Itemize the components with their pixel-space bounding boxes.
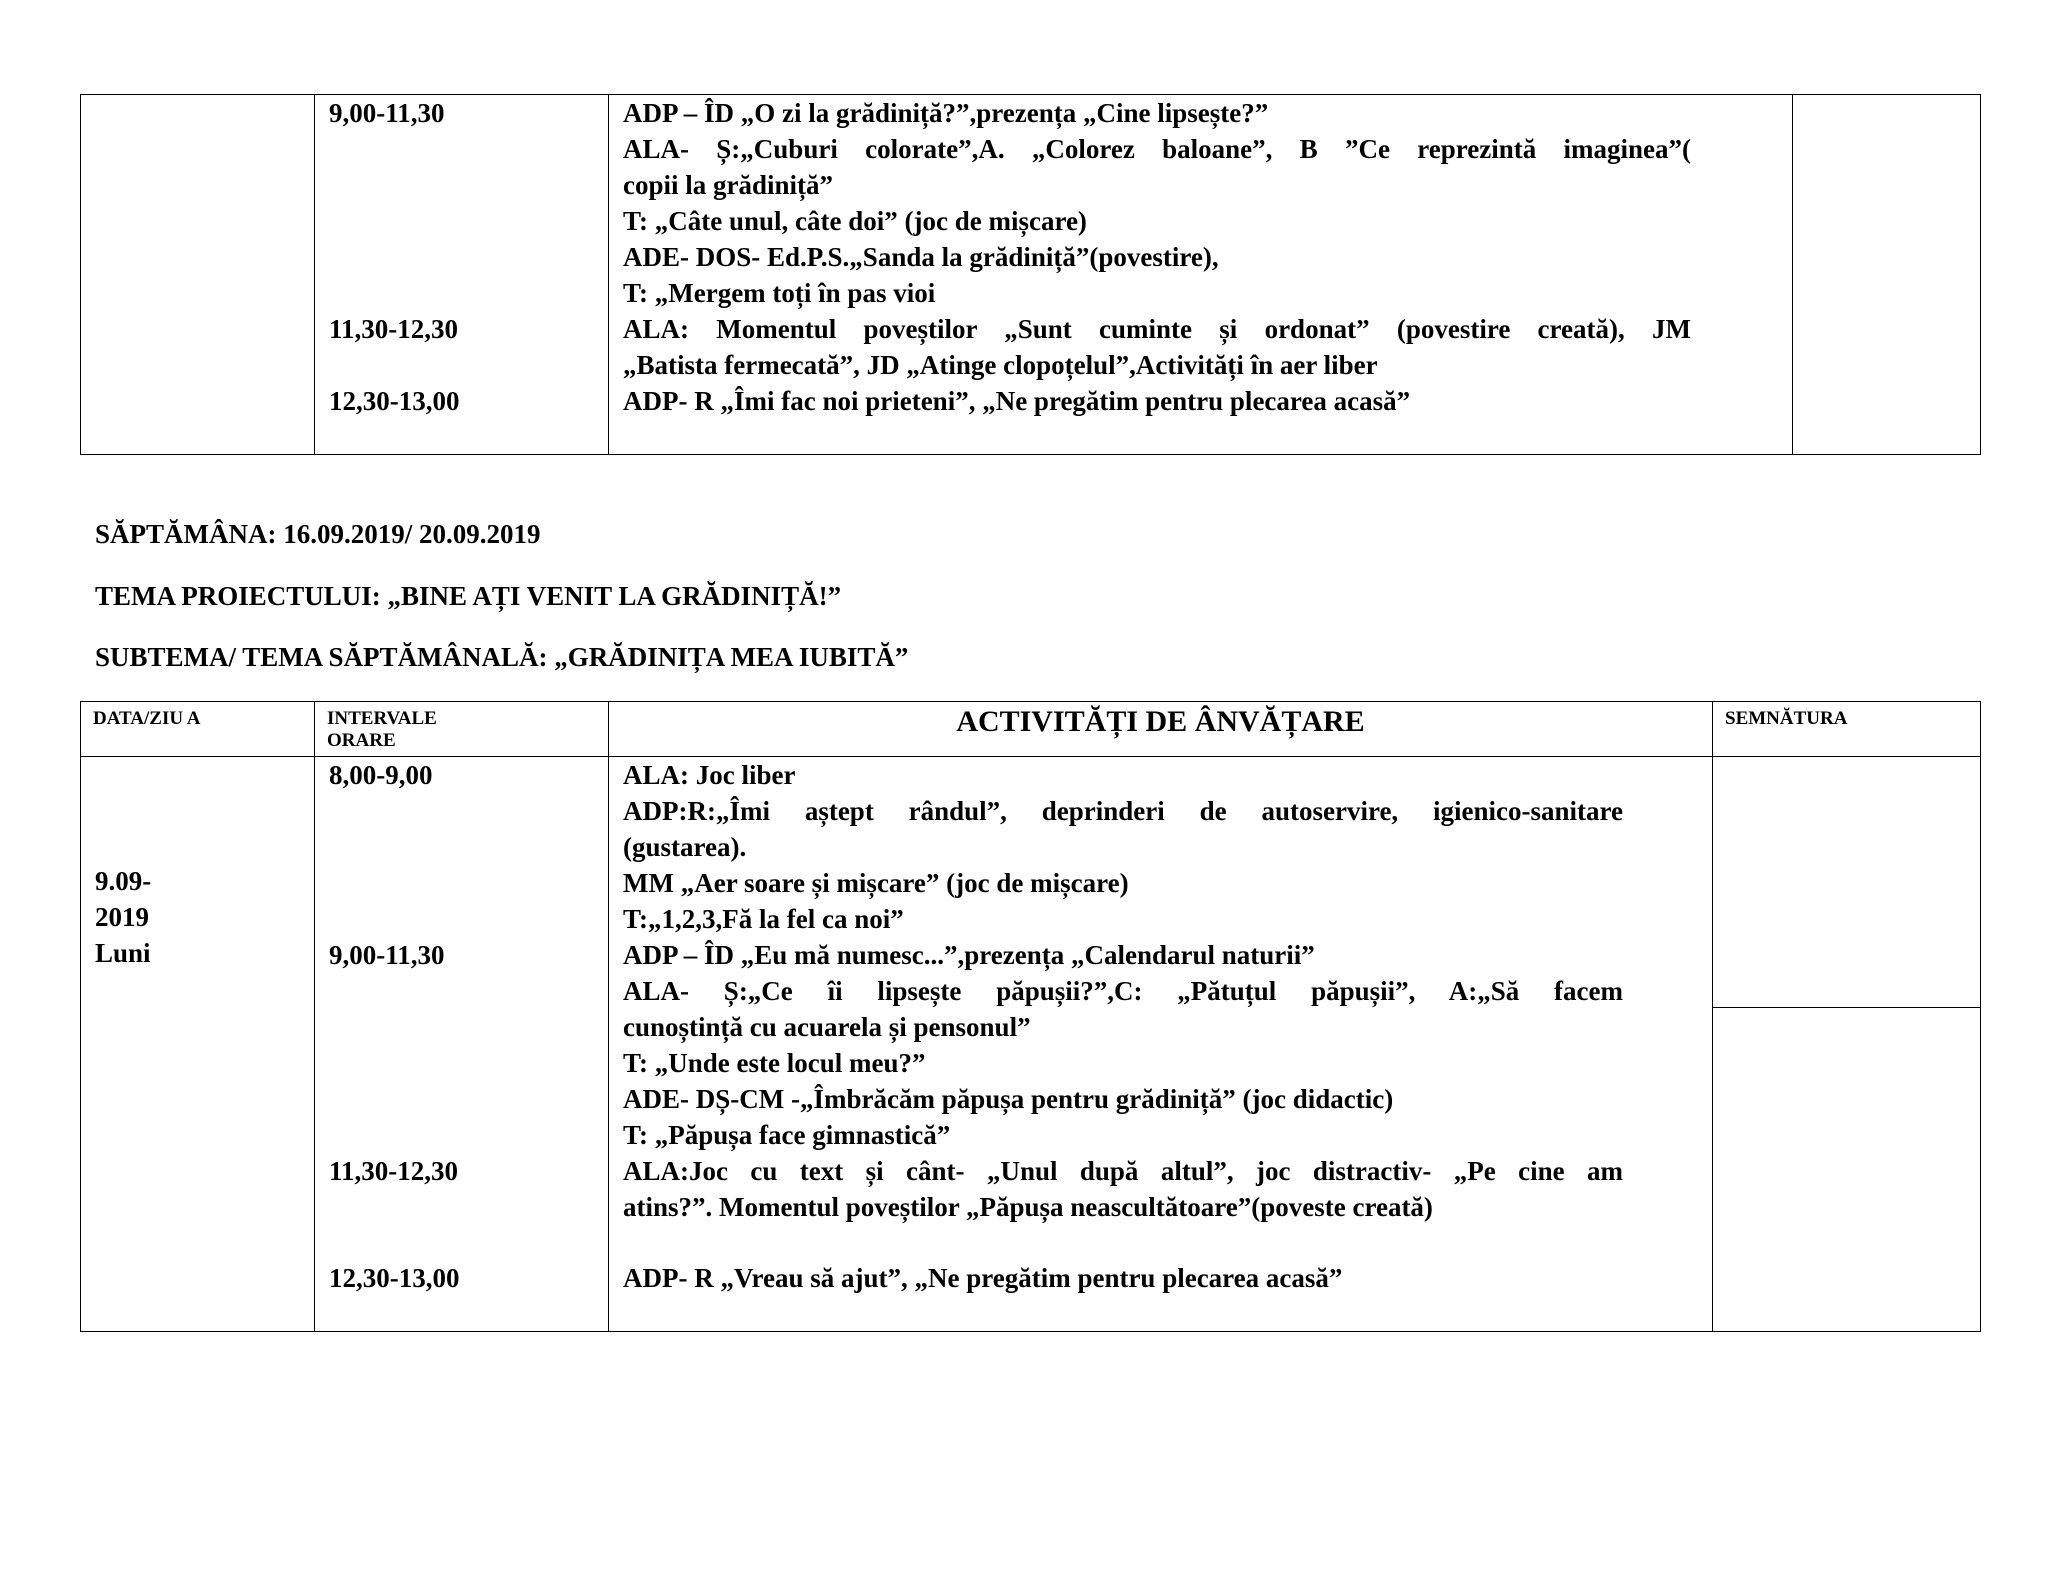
header-intervals: INTERVALE ORARE xyxy=(315,702,609,757)
time-interval: 8,00-9,00 xyxy=(329,760,433,790)
activity-line: ALA: Momentul poveștilor „Sunt cuminte și ordonat” (povestire creată), JM xyxy=(623,314,1691,344)
activity-line: ALA: Joc liber xyxy=(623,760,796,790)
activity-line: ADP:R:„Îmi aștept rândul”, deprinderi de autoservire, igienico-sanitare xyxy=(623,796,1623,826)
activities-cell xyxy=(609,95,1793,455)
date-line: 9.09- xyxy=(95,866,152,896)
activity-line: ADP- R „Îmi fac noi prieteni”, „Ne pregătim pentru plecarea acasă” xyxy=(623,386,1411,416)
activity-line: atins?”. Momentul poveștilor „Păpușa neascultătoare”(poveste creată) xyxy=(623,1192,1433,1222)
date-line: 2019 xyxy=(95,902,149,932)
header-signature: SEMNĂTURA xyxy=(1713,702,1981,757)
activity-line: ADP- R „Vreau să ajut”, „Ne pregătim pentru plecarea acasă” xyxy=(623,1263,1343,1293)
activity-line: copii la grădiniță” xyxy=(623,170,834,200)
schedule-table-continued xyxy=(80,94,1981,455)
activity-line: (gustarea). xyxy=(623,832,747,862)
activity-line: T: „Mergem toți în pas vioi xyxy=(623,278,936,308)
activity-line: cunoștință cu acuarela și pensonul” xyxy=(623,1012,1031,1042)
activities-cell xyxy=(609,757,1713,1332)
activity-line: MM „Aer soare și mișcare” (joc de mișcare) xyxy=(623,868,1129,898)
time-interval: 9,00-11,30 xyxy=(329,940,445,970)
header-date-day: DATA/ZIU A xyxy=(81,702,315,757)
intervals-cell xyxy=(315,95,609,455)
subtheme-heading: SUBTEMA/ TEMA SĂPTĂMÂNALĂ: „GRĂDINIȚA MEA IUBITĂ” xyxy=(95,642,909,672)
activity-line: ADP – ÎD „O zi la grădiniță?”,prezența „Cine lipsește?” xyxy=(623,98,1269,128)
time-interval: 12,30-13,00 xyxy=(329,386,460,416)
activity-line: T: „Păpușa face gimnastică” xyxy=(623,1120,951,1150)
date-cell xyxy=(81,757,315,1332)
activity-line: ALA:Joc cu text și cânt- „Unul după altul”, joc distractiv- „Pe cine am xyxy=(623,1156,1623,1186)
activity-line: ADE- DȘ-CM -„Îmbrăcăm păpușa pentru grădiniță” (joc didactic) xyxy=(623,1084,1394,1114)
signature-cell xyxy=(1793,95,1981,455)
time-interval: 12,30-13,00 xyxy=(329,1263,460,1293)
activity-line: ADE- DOS- Ed.P.S.„Sanda la grădiniță”(povestire), xyxy=(623,242,1219,272)
day-name: Luni xyxy=(95,938,151,968)
schedule-table xyxy=(80,701,1981,1332)
activity-line: „Batista fermecată”, JD „Atinge clopoțelul”,Activități în aer liber xyxy=(623,350,1378,380)
time-interval: 9,00-11,30 xyxy=(329,98,445,128)
date-cell xyxy=(81,95,315,455)
week-heading: SĂPTĂMÂNA: 16.09.2019/ 20.09.2019 xyxy=(95,519,541,549)
project-theme-heading: TEMA PROIECTULUI: „BINE AȚI VENIT LA GRĂDINIȚĂ!” xyxy=(95,581,842,611)
time-interval: 11,30-12,30 xyxy=(329,1156,459,1186)
intervals-cell xyxy=(315,757,609,1332)
activity-line: ALA- Ș:„Cuburi colorate”,A. „Colorez baloane”, B ”Ce reprezintă imaginea”( xyxy=(623,134,1691,164)
activity-line: ADP – ÎD „Eu mă numesc...”,prezența „Calendarul naturii” xyxy=(623,940,1315,970)
signature-cell-bottom xyxy=(1713,1008,1981,1332)
header-activities: ACTIVITĂȚI DE ÂNVĂȚARE xyxy=(609,702,1713,757)
activity-line: ALA- Ș:„Ce îi lipsește păpușii?”,C: „Pătuțul păpușii”, A:„Să facem xyxy=(623,976,1623,1006)
signature-cell-top xyxy=(1713,757,1981,1008)
activity-line: T: „Câte unul, câte doi” (joc de mișcare) xyxy=(623,206,1087,236)
activity-line: T: „Unde este locul meu?” xyxy=(623,1048,926,1078)
activity-line: T:„1,2,3,Fă la fel ca noi” xyxy=(623,904,904,934)
time-interval: 11,30-12,30 xyxy=(329,314,459,344)
